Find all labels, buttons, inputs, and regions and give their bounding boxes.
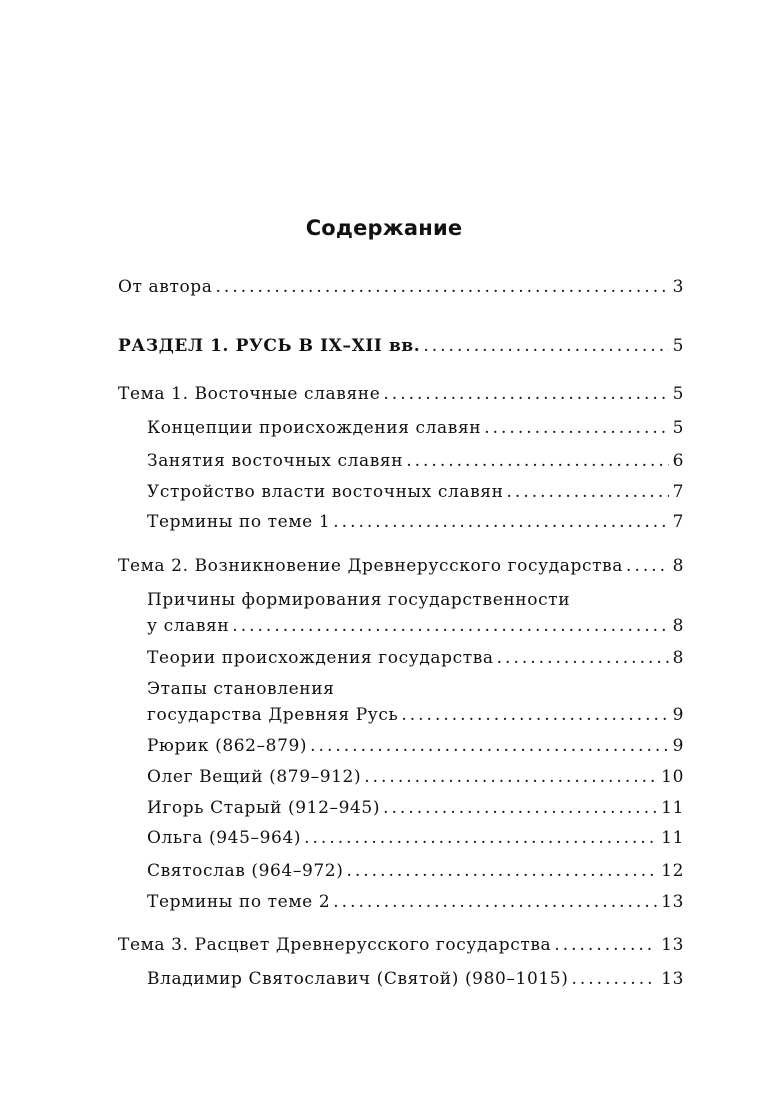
toc-entry-label: Устройство власти восточных славян: [147, 482, 504, 502]
toc-entry-label: Тема 3. Расцвет Древнерусского государства: [118, 935, 552, 955]
toc-entry-subtopic[interactable]: [147, 735, 684, 757]
toc-entry-page: 7: [672, 512, 684, 532]
toc-leader-dots: [401, 704, 668, 726]
page-title: Содержание: [305, 216, 463, 240]
toc-leader-dots: [216, 276, 669, 298]
toc-entry-label: Олег Вещий (879–912): [147, 767, 362, 787]
toc-entry-subtopic[interactable]: [147, 647, 684, 669]
toc-entry-subtopic[interactable]: [147, 860, 684, 882]
toc-leader-dots: [423, 335, 668, 357]
toc-leader-dots: [626, 555, 669, 577]
toc-entry-subtopic[interactable]: [147, 511, 684, 533]
toc-leader-dots: [484, 417, 668, 439]
toc-entry-label: у славян: [147, 616, 230, 636]
toc-leader-dots: [383, 797, 657, 819]
toc-leader-dots: [333, 511, 668, 533]
toc-entry-subtopic[interactable]: [147, 704, 684, 726]
toc-leader-dots: [232, 615, 668, 637]
toc-entry-label: Термины по теме 1: [147, 512, 331, 532]
toc-entry-label: Термины по теме 2: [147, 892, 331, 912]
toc-entry-page: 5: [672, 336, 684, 356]
toc-entry-subtopic[interactable]: [147, 968, 684, 990]
toc-leader-dots: [364, 766, 657, 788]
toc-entry-label: Занятия восточных славян: [147, 451, 404, 471]
toc-entry-label: От автора: [118, 277, 213, 297]
toc-entry-page: 9: [672, 736, 684, 756]
toc-entry-page: 8: [672, 648, 684, 668]
toc-entry-page: 8: [672, 616, 684, 636]
toc-leader-dots: [383, 383, 668, 405]
toc-entry-page: 13: [661, 969, 684, 989]
toc-entry-label-line1: Причины формирования государственности: [147, 590, 571, 610]
toc-entry-section-1[interactable]: [118, 335, 684, 357]
toc-entry-label: Ольга (945–964): [147, 828, 302, 848]
toc-entry-label: Теории происхождения государства: [147, 648, 494, 668]
toc-entry-label: РАЗДЕЛ 1. РУСЬ В IX–XII вв.: [118, 336, 421, 356]
toc-entry-subtopic[interactable]: [147, 481, 684, 503]
toc-entry-page: 3: [672, 277, 684, 297]
toc-entry-subtopic[interactable]: [147, 766, 684, 788]
toc-entry-subtopic[interactable]: [147, 450, 684, 472]
toc-entry-label: государства Древняя Русь: [147, 705, 399, 725]
toc-leader-dots: [304, 827, 657, 849]
toc-entry-label: Игорь Старый (912–945): [147, 798, 381, 818]
toc-leader-dots: [571, 968, 657, 990]
toc-entry-page: 5: [672, 384, 684, 404]
toc-leader-dots: [346, 860, 657, 882]
toc-entry-subtopic[interactable]: [147, 827, 684, 849]
toc-entry-label-line1: Этапы становления: [147, 679, 335, 699]
toc-entry-page: 11: [661, 828, 684, 848]
toc-entry-page: 13: [661, 935, 684, 955]
toc-entry-label: Рюрик (862–879): [147, 736, 308, 756]
toc-entry-page: 11: [661, 798, 684, 818]
toc-entry-label: Тема 1. Восточные славяне: [118, 384, 381, 404]
toc-entry-page: 7: [672, 482, 684, 502]
toc-entry-from-author[interactable]: [118, 276, 684, 298]
toc-entry-page: 10: [661, 767, 684, 787]
toc-entry-page: 13: [661, 892, 684, 912]
toc-entry-page: 9: [672, 705, 684, 725]
toc-entry-subtopic[interactable]: [147, 417, 684, 439]
toc-entry-label: Тема 2. Возникновение Древнерусского государства: [118, 556, 624, 576]
toc-leader-dots: [497, 647, 669, 669]
toc-leader-dots: [310, 735, 668, 757]
toc-leader-dots: [333, 891, 657, 913]
toc-entry-page: 12: [661, 861, 684, 881]
toc-entry-label: Концепции происхождения славян: [147, 418, 482, 438]
toc-entry-topic-3[interactable]: [118, 934, 684, 956]
toc-entry-label: Святослав (964–972): [147, 861, 344, 881]
toc-entry-page: 6: [672, 451, 684, 471]
toc-entry-label: Владимир Святославич (Святой) (980–1015): [147, 969, 569, 989]
toc-entry-page: 5: [672, 418, 684, 438]
toc-entry-subtopic[interactable]: [147, 891, 684, 913]
toc-leader-dots: [554, 934, 657, 956]
toc-entry-topic-1[interactable]: [118, 383, 684, 405]
toc-entry-subtopic[interactable]: [147, 797, 684, 819]
toc-leader-dots: [507, 481, 669, 503]
toc-entry-subtopic[interactable]: [147, 615, 684, 637]
toc-entry-page: 8: [672, 556, 684, 576]
toc-leader-dots: [406, 450, 668, 472]
toc-entry-topic-2[interactable]: [118, 555, 684, 577]
